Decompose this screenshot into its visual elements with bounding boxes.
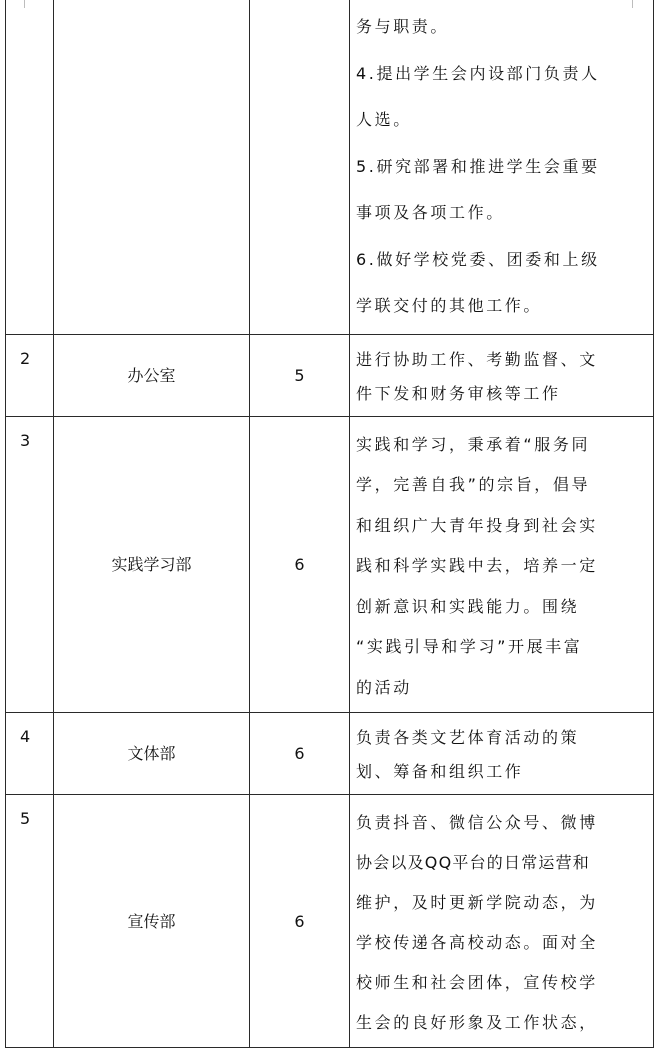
duty-line: 和组织广大青年投身到社会实 [356, 515, 598, 535]
row-number [6, 0, 54, 334]
duty-description [350, 416, 654, 713]
department-name [54, 0, 250, 334]
member-count: 6 [250, 416, 350, 713]
department-name: 宣传部 [54, 795, 250, 1048]
duty-description [350, 795, 654, 1048]
duty-line: 4.提出学生会内设部门负责人 [356, 63, 600, 83]
duty-line: 维护，及时更新学院动态，为 [356, 893, 598, 912]
member-count: 6 [250, 795, 350, 1048]
duty-description [350, 334, 654, 416]
duty-line: 进行协助工作、考勤监督、文 [356, 349, 598, 369]
table-row [6, 713, 654, 795]
member-count [250, 0, 350, 334]
duty-line: 划、筹备和组织工作 [356, 762, 524, 781]
duty-line: 事项及各项工作。 [356, 203, 505, 222]
duty-line: 学，完善自我”的宗旨，倡导 [356, 475, 591, 494]
duty-line: 件下发和财务审核等工作 [356, 383, 561, 403]
department-table [5, 0, 654, 1048]
duty-line: 的活动 [356, 677, 412, 697]
department-name: 办公室 [54, 334, 250, 416]
member-count: 5 [250, 334, 350, 416]
department-name: 实践学习部 [54, 416, 250, 713]
row-number: 2 [6, 334, 54, 416]
duty-line: 创新意识和实践能力。围绕 [356, 596, 580, 616]
table-row [6, 795, 654, 1048]
duty-line: 6.做好学校党委、团委和上级 [356, 249, 600, 269]
table-row [6, 0, 654, 334]
duty-line: 务与职责。 [356, 17, 450, 36]
table-row [6, 334, 654, 416]
row-number: 5 [6, 795, 54, 1048]
duty-line: 5.研究部署和推进学生会重要 [356, 156, 600, 176]
row-number: 4 [6, 713, 54, 795]
duty-line: 学校传递各高校动态。面对全 [356, 933, 598, 952]
duty-line: 人选。 [356, 110, 412, 129]
duty-description [350, 0, 654, 334]
row-number: 3 [6, 416, 54, 713]
member-count: 6 [250, 713, 350, 795]
duty-line: 践和科学实践中去，培养一定 [356, 556, 598, 575]
duty-line: 学联交付的其他工作。 [356, 296, 543, 315]
department-name: 文体部 [54, 713, 250, 795]
duty-line: “实践引导和学习”开展丰富 [356, 637, 583, 656]
duty-line: 负责各类文艺体育活动的策 [356, 728, 580, 747]
duty-line: 协会以及QQ平台的日常运营和 [356, 853, 590, 872]
duty-line: 负责抖音、微信公众号、微博 [356, 813, 598, 832]
table-row [6, 416, 654, 713]
duty-description [350, 713, 654, 795]
duty-line: 校师生和社会团体，宣传校学 [356, 973, 598, 992]
duty-line: 实践和学习，秉承着“服务同 [356, 434, 591, 454]
duty-line: 生会的良好形象及工作状态， [356, 1013, 598, 1032]
